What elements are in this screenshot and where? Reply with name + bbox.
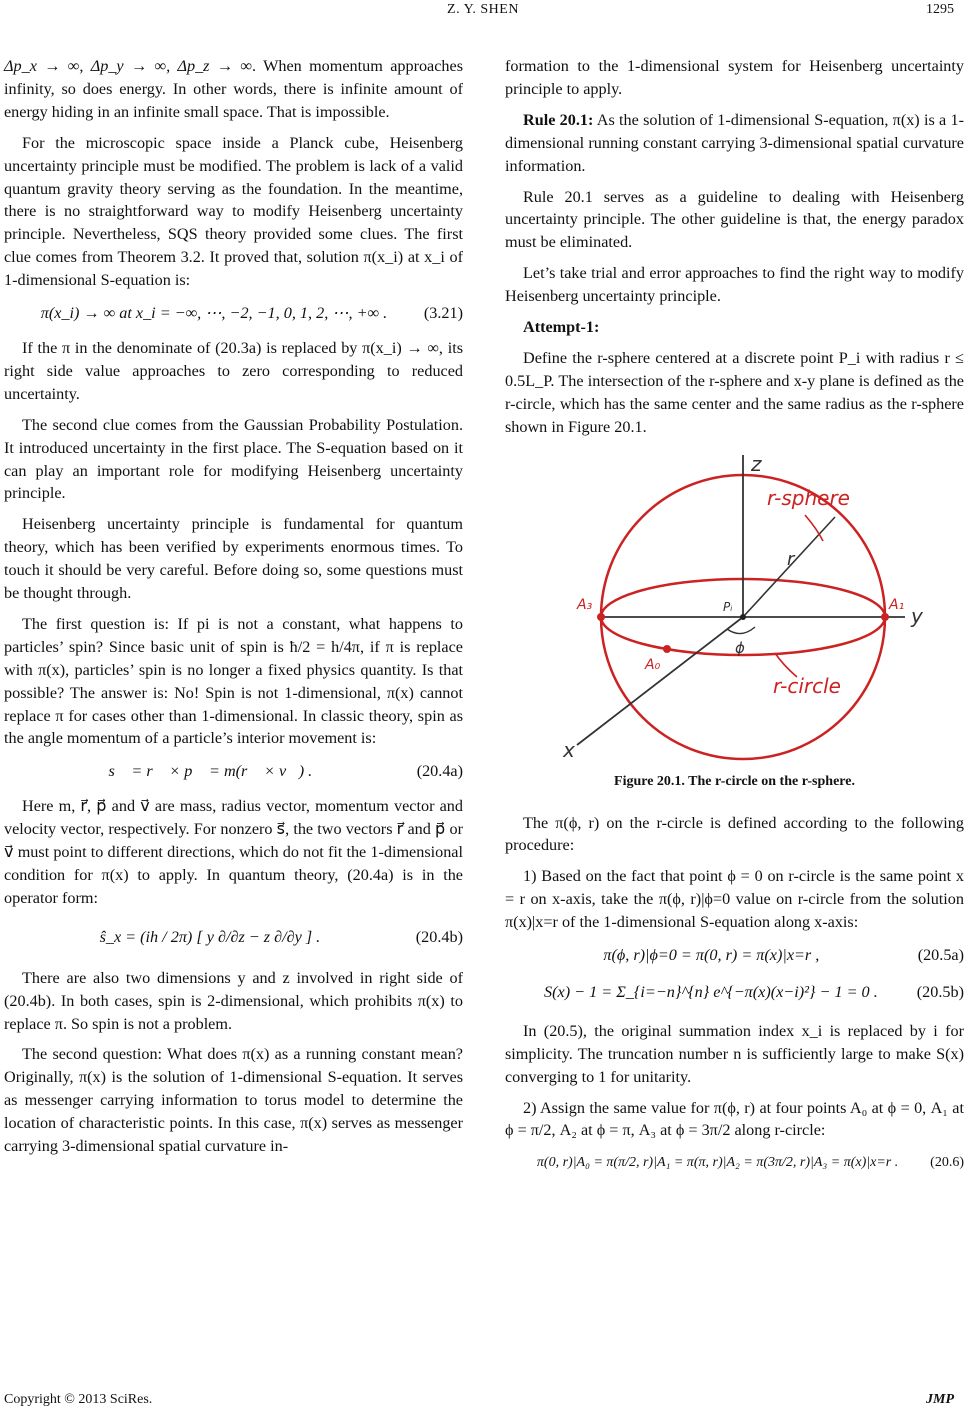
page-header <box>0 0 966 30</box>
right-paragraph-3: Let’s take trial and error approaches to find the right way to modify Heisenberg uncertainty principle. <box>505 264 964 306</box>
equation-20-4a: s⃗ = r⃗ × p⃗ = m(r⃗ × v⃗) . (20.4a) <box>108 762 463 781</box>
right-paragraph-7: In (20.5), the original summation index x_i is replaced by i for simplicity. The truncation number n is sufficiently large to make S(x) converging to 1 for unitarity. <box>505 1021 964 1086</box>
label-a1: A₁ <box>889 596 905 613</box>
right-paragraph-6: 1) Based on the fact that point ϕ = 0 on r-circle is the same point x = r on x-axis, take the π(ϕ, r)|ϕ=0 value on r-circle from the solution π(x)|x=r of the 1-dimensional S-equation along x-axis: <box>505 867 964 932</box>
r-sphere-diagram <box>505 447 964 765</box>
left-paragraph-6: The first question is: If pi is not a constant, what happens to particles’ spin? Since basic unit of spin is ħ/2 = h/4π, if π is replace with π(x), particles’ spin is no longer a fixed physics quantity. Is that possible? The answer is: No! Spin is not 1-dimensional, π(x) cannot replace π for cases other than 1-dimensional. In classic theory, spin as the angle momentum of a particle’s interior movement is: <box>4 614 463 748</box>
left-paragraph-8: There are also two dimensions y and z involved in right side of (20.4b). In both cases, spin is 2-dimensional, which prohibits π(x) to replace π. So spin is not a problem. <box>4 968 463 1033</box>
point-pi <box>740 614 746 620</box>
equation-20-5b: S(x) − 1 = Σ_{i=−n}^{n} e^{−π(x)(x−i)²} − 1 = 0 . (20.5b) <box>544 982 964 1001</box>
equation-20-5a: π(ϕ, r)|ϕ=0 = π(0, r) = π(x)|x=r , (20.5a) <box>603 946 964 965</box>
left-paragraph-4: The second clue comes from the Gaussian Probability Postulation. It introduced uncertainty in the first place. The S-equation based on it can play an important role for modifying Heisenberg uncertainty principle. <box>4 415 463 503</box>
right-paragraph-5: The π(ϕ, r) on the r-circle is defined according to the following procedure: <box>505 813 964 855</box>
point-a3 <box>597 613 605 621</box>
copyright-notice: Copyright © 2013 SciRes. <box>4 1392 153 1407</box>
point-a0 <box>663 645 671 653</box>
equation-20-6: π(0, r)|A₀ = π(π/2, r)|A₁ = π(π, r)|A₂ = π(3π/2, r)|A₃ = π(x)|x=r . (20.6) <box>536 1155 964 1171</box>
phi-arc <box>727 627 755 634</box>
left-paragraph-1: Δp_x → ∞, Δp_y → ∞, Δp_z → ∞. When momentum approaches infinity, so does energy. In other words, there is infinite amount of energy hiding in an infinite small space. That is impossible. <box>4 57 463 121</box>
right-paragraph-4: Define the r-sphere centered at a discrete point P_i with radius r ≤ 0.5L_P. The intersection of the r-sphere and x-y plane is defined as the r-circle, which has the same center and the same radius as the r-sphere shown in Figure 20.1. <box>505 348 964 436</box>
page-number: 1295 <box>926 2 954 17</box>
equation-3-21: π(x_i) → ∞ at x_i = −∞, ⋯, −2, −1, 0, 1, 2, ⋯, +∞ . (3.21) <box>40 304 463 323</box>
label-r: r <box>787 548 795 570</box>
right-paragraph-2: Rule 20.1 serves as a guideline to dealing with Heisenberg uncertainty principle. The other guideline is that, the energy paradox must be eliminated. <box>505 187 964 252</box>
running-head-author: Z. Y. SHEN <box>447 2 519 17</box>
rule-20-1: Rule 20.1: As the solution of 1-dimensional S-equation, π(x) is a 1-dimensional running constant carrying 3-dimensional spatial curvature information. <box>505 110 965 175</box>
figure-20-1 <box>505 447 964 765</box>
right-paragraph-1: formation to the 1-dimensional system for Heisenberg uncertainty principle to apply. <box>505 57 964 98</box>
label-z: z <box>751 451 762 476</box>
label-y: y <box>911 603 923 628</box>
label-a3: A₃ <box>577 596 593 613</box>
left-paragraph-5: Heisenberg uncertainty principle is fundamental for quantum theory, which has been verified by experiments enormous times. To touch it should be very careful. Before doing so, some questions must be thought through. <box>4 515 463 603</box>
label-r-circle: r-circle <box>773 673 841 698</box>
momentum-limits: Δp_x → ∞, Δp_y → ∞, Δp_z → ∞ <box>4 57 252 75</box>
left-paragraph-7: Here m, r⃗, p⃗ and v⃗ are mass, radius vector, momentum vector and velocity vector, respectively. For nonzero s⃗, the two vectors r⃗ and p⃗ or v⃗ must point to different directions, which do not fit the 1-dimensional condition for π(x) to apply. In quantum theory, (20.4a) is in the operator form: <box>4 797 463 907</box>
left-paragraph-3: If the π in the denominate of (20.3a) is replaced by π(x_i) → ∞, its right side value approaches to zero corresponding to reduced uncertainty. <box>4 338 463 403</box>
attempt-1-heading: Attempt-1: <box>523 318 600 337</box>
figure-caption: Figure 20.1. The r-circle on the r-sphere. <box>614 773 855 789</box>
label-phi: ϕ <box>735 638 745 657</box>
left-column <box>4 55 463 1166</box>
left-paragraph-2: For the microscopic space inside a Planck cube, Heisenberg uncertainty principle must be modified. The problem is lack of a valid quantum gravity theory serving as the foundation. In the meantime, there is no straightforward way to modify Heisenberg uncertainty principle. Nevertheless, SQS theory provided some clues. The first clue comes from Theorem 3.2. It proved that, solution π(x_i) at x_i of 1-dimensional S-equation is: <box>4 133 463 290</box>
equation-20-4b: ŝ_x = (ih / 2π) [ y ∂/∂z − z ∂/∂y ] . (20.4b) <box>99 927 463 946</box>
label-x: x <box>563 737 575 762</box>
journal-abbrev: JMP <box>926 1392 954 1407</box>
right-paragraph-8: 2) Assign the same value for π(ϕ, r) at four points A₀ at ϕ = 0, A₁ at ϕ = π/2, A₂ at ϕ = π, A₃ at ϕ = 3π/2 along r-circle: <box>505 1098 964 1140</box>
label-a0: A₀ <box>645 656 661 673</box>
left-paragraph-9: The second question: What does π(x) as a running constant mean? Originally, π(x) is the solution of 1-dimensional S-equation. It serves as messenger carrying information to torus model to determine the location of characteristic points. In this case, π(x) serves as messenger carrying 3-dimensional spatial curvature in- <box>4 1045 463 1156</box>
sphere-label-pointer <box>805 515 823 541</box>
point-a1 <box>881 613 889 621</box>
label-r-sphere: r-sphere <box>767 485 850 510</box>
right-column <box>505 55 964 1187</box>
label-pi: Pᵢ <box>723 599 733 614</box>
